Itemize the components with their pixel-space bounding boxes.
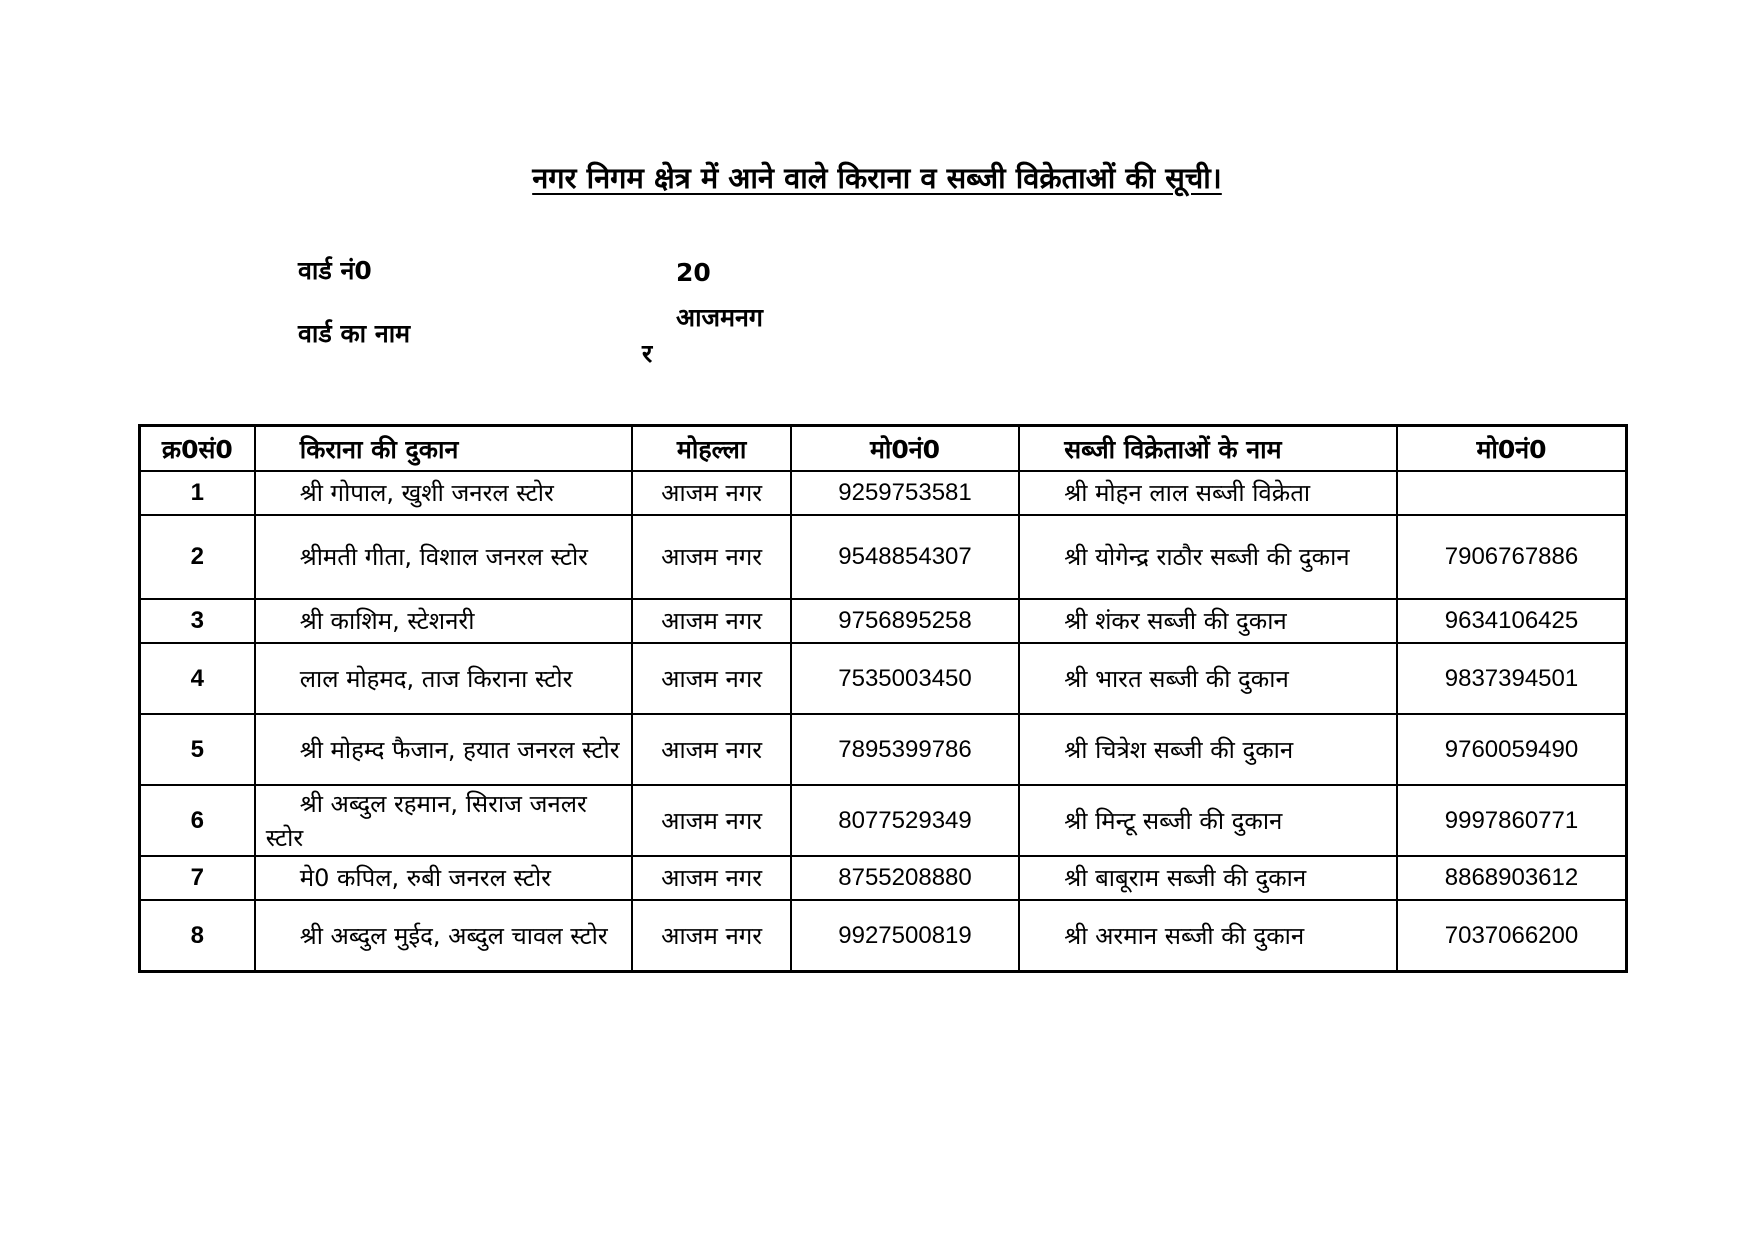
vegetable-vendor-cell: श्री मिन्टू सब्जी की दुकान — [1019, 785, 1397, 856]
grocery-shop-cell: लाल मोहमद, ताज किराना स्टोर — [255, 643, 633, 714]
serial-number-cell: 8 — [140, 900, 255, 972]
grocery-shop-cell: श्री अब्दुल मुईद, अब्दुल चावल स्टोर — [255, 900, 633, 972]
document-title-text: नगर निगम क्षेत्र में आने वाले किराना व सब्जी विक्रेताओं की सूची। — [532, 161, 1222, 195]
header-vegetable-vendor: सब्जी विक्रेताओं के नाम — [1019, 426, 1397, 472]
ward-name-value-tail: र — [642, 339, 653, 368]
shop-mobile-cell: 9756895258 — [791, 599, 1019, 643]
grocery-shop-cell: श्री गोपाल, खुशी जनरल स्टोर — [255, 471, 633, 515]
table-row — [140, 785, 1627, 856]
vendor-mobile-cell: 7037066200 — [1397, 900, 1627, 972]
vegetable-vendor-cell: श्री अरमान सब्जी की दुकान — [1019, 900, 1397, 972]
ward-name-label: वार्ड का नाम — [298, 319, 411, 348]
vendor-mobile-cell: 7906767886 — [1397, 515, 1627, 599]
vendor-list-table — [138, 424, 1628, 973]
shop-mobile-cell: 9548854307 — [791, 515, 1019, 599]
vendor-mobile-cell: 9634106425 — [1397, 599, 1627, 643]
serial-number-cell: 4 — [140, 643, 255, 714]
table-row — [140, 714, 1627, 785]
grocery-shop-cell: श्री मोहम्द फैजान, हयात जनरल स्टोर — [255, 714, 633, 785]
header-shop-mobile: मो0नं0 — [791, 426, 1019, 472]
header-grocery-shop: किराना की दुकान — [255, 426, 633, 472]
vendor-mobile-cell: 9760059490 — [1397, 714, 1627, 785]
mohalla-cell: आजम नगर — [632, 714, 790, 785]
vendor-mobile-cell — [1397, 471, 1627, 515]
mohalla-cell: आजम नगर — [632, 785, 790, 856]
vendor-mobile-cell: 8868903612 — [1397, 856, 1627, 900]
vegetable-vendor-cell: श्री चित्रेश सब्जी की दुकान — [1019, 714, 1397, 785]
table-row — [140, 599, 1627, 643]
serial-number-cell: 2 — [140, 515, 255, 599]
vendor-mobile-cell: 9837394501 — [1397, 643, 1627, 714]
header-mohalla: मोहल्ला — [632, 426, 790, 472]
serial-number-cell: 6 — [140, 785, 255, 856]
shop-mobile-cell: 7895399786 — [791, 714, 1019, 785]
serial-number-cell: 1 — [140, 471, 255, 515]
mohalla-cell: आजम नगर — [632, 471, 790, 515]
vegetable-vendor-cell: श्री भारत सब्जी की दुकान — [1019, 643, 1397, 714]
table-row — [140, 515, 1627, 599]
header-serial-number: क्र0सं0 — [140, 426, 255, 472]
serial-number-cell: 7 — [140, 856, 255, 900]
mohalla-cell: आजम नगर — [632, 900, 790, 972]
table-header-row — [140, 426, 1627, 472]
shop-mobile-cell: 8755208880 — [791, 856, 1019, 900]
table-row — [140, 856, 1627, 900]
ward-name-value: आजमनग — [676, 303, 764, 332]
mohalla-cell: आजम नगर — [632, 643, 790, 714]
table-row — [140, 471, 1627, 515]
table-row — [140, 643, 1627, 714]
grocery-shop-cell: श्रीमती गीता, विशाल जनरल स्टोर — [255, 515, 633, 599]
grocery-shop-cell: श्री अब्दुल रहमान, सिराज जनलर स्टोर — [255, 785, 633, 856]
table-row — [140, 900, 1627, 972]
shop-mobile-cell: 7535003450 — [791, 643, 1019, 714]
vegetable-vendor-cell: श्री योगेन्द्र राठौर सब्जी की दुकान — [1019, 515, 1397, 599]
grocery-shop-cell: मे0 कपिल, रुबी जनरल स्टोर — [255, 856, 633, 900]
vendor-mobile-cell: 9997860771 — [1397, 785, 1627, 856]
grocery-shop-cell: श्री काशिम, स्टेशनरी — [255, 599, 633, 643]
serial-number-cell: 3 — [140, 599, 255, 643]
shop-mobile-cell: 9927500819 — [791, 900, 1019, 972]
vegetable-vendor-cell: श्री मोहन लाल सब्जी विक्रेता — [1019, 471, 1397, 515]
vegetable-vendor-cell: श्री बाबूराम सब्जी की दुकान — [1019, 856, 1397, 900]
document-title — [0, 160, 1754, 196]
mohalla-cell: आजम नगर — [632, 515, 790, 599]
serial-number-cell: 5 — [140, 714, 255, 785]
ward-number-label: वार्ड नं0 — [298, 256, 372, 285]
shop-mobile-cell: 9259753581 — [791, 471, 1019, 515]
header-vendor-mobile: मो0नं0 — [1397, 426, 1627, 472]
ward-number-value: 20 — [676, 258, 711, 287]
vegetable-vendor-cell: श्री शंकर सब्जी की दुकान — [1019, 599, 1397, 643]
mohalla-cell: आजम नगर — [632, 856, 790, 900]
shop-mobile-cell: 8077529349 — [791, 785, 1019, 856]
mohalla-cell: आजम नगर — [632, 599, 790, 643]
